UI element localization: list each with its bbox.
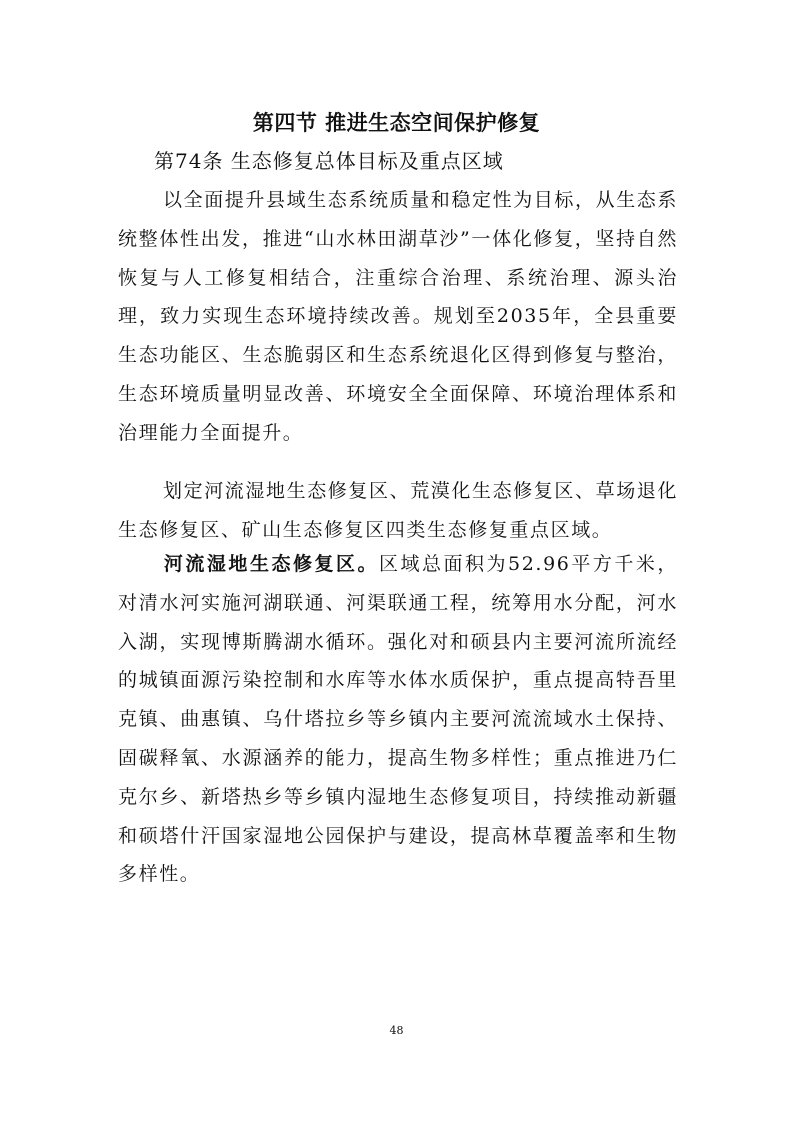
paragraph-goals-text: 以全面提升县域生态系统质量和稳定性为目标，从生态系统整体性出发，推进“山水林田湖草沙”一体化修复，坚持自然恢复与人工修复相结合，注重综合治理、系统治理、源头治理，致力实现生态环境持续改善。规划至2035年，全县重要生态功能区、生态脆弱区和生态系统退化区得到修复与整治，生态环境质量明显改善、环境安全全面保障、环境治理体系和治理能力全面提升。: [118, 189, 679, 444]
paragraph-zones: [118, 472, 678, 550]
paragraph-goals: [118, 181, 678, 453]
paragraph-river-wetland-text: 区域总面积为52.96平方千米，对清水河实施河湖联通、河渠联通工程，统筹用水分配，河水入湖，实现博斯腾湖水循环。强化对和硕县内主要河流所流经的城镇面源污染控制和水库等水体水质保护，重点提高特吾里克镇、曲惠镇、乌什塔拉乡等乡镇内主要河流流域水土保持、固碳释氧、水源涵养的能力，提高生物多样性；重点推进乃仁克尔乡、新塔热乡等乡镇内湿地生态修复项目，持续推动新疆和硕塔什汗国家湿地公园保护与建设，提高林草覆盖率和生物多样性。: [118, 553, 678, 886]
section-title: 第四节 推进生态空间保护修复: [252, 111, 541, 135]
page-number: 48: [389, 1024, 404, 1037]
river-wetland-heading: 河流湿地生态修复区。: [163, 553, 379, 575]
paragraph-river-wetland: [118, 545, 678, 894]
article-title: 第74条 生态修复总体目标及重点区域: [154, 149, 504, 173]
paragraph-zones-text: 划定河流湿地生态修复区、荒漠化生态修复区、草场退化生态修复区、矿山生态修复区四类生态修复重点区域。: [118, 480, 679, 541]
